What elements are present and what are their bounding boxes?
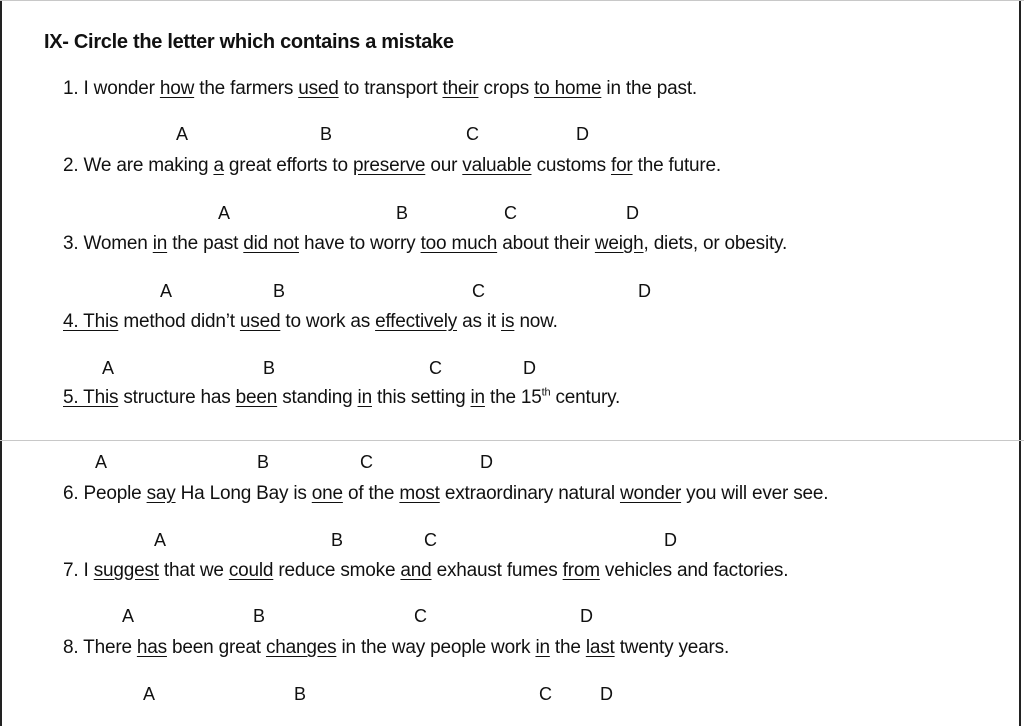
left-border bbox=[0, 0, 2, 726]
option-d[interactable]: D bbox=[523, 358, 536, 378]
option-c[interactable]: C bbox=[466, 124, 479, 144]
option-a[interactable]: A bbox=[154, 530, 167, 550]
question-8: 8. There has been great changes in the way people work in the last twenty years. bbox=[63, 637, 730, 658]
option-a[interactable]: A bbox=[143, 684, 156, 704]
right-border bbox=[1019, 0, 1021, 726]
option-b[interactable]: B bbox=[294, 684, 307, 704]
option-c[interactable]: C bbox=[472, 281, 485, 301]
exercise-title: IX- Circle the letter which contains a mistake bbox=[44, 31, 454, 53]
option-a[interactable]: A bbox=[95, 452, 108, 472]
option-b[interactable]: B bbox=[257, 452, 270, 472]
option-a[interactable]: A bbox=[102, 358, 115, 378]
option-c[interactable]: C bbox=[429, 358, 442, 378]
question-5: 5. This structure has been standing in this setting in the 15th century. bbox=[63, 386, 621, 408]
option-d[interactable]: D bbox=[626, 203, 639, 223]
option-d[interactable]: D bbox=[664, 530, 677, 550]
option-c[interactable]: C bbox=[504, 203, 517, 223]
option-d[interactable]: D bbox=[600, 684, 613, 704]
option-c[interactable]: C bbox=[424, 530, 437, 550]
question-2: 2. We are making a great efforts to preserve our valuable customs for the future. bbox=[63, 155, 721, 176]
option-d[interactable]: D bbox=[638, 281, 651, 301]
option-c[interactable]: C bbox=[414, 606, 427, 626]
question-1: 1. I wonder how the farmers used to transport their crops to home in the past. bbox=[63, 78, 697, 99]
option-b[interactable]: B bbox=[273, 281, 286, 301]
option-b[interactable]: B bbox=[396, 203, 409, 223]
option-b[interactable]: B bbox=[263, 358, 276, 378]
option-a[interactable]: A bbox=[218, 203, 231, 223]
option-d[interactable]: D bbox=[576, 124, 589, 144]
top-border bbox=[0, 0, 1024, 1]
question-7: 7. I suggest that we could reduce smoke and exhaust fumes from vehicles and factories. bbox=[63, 560, 789, 581]
option-b[interactable]: B bbox=[253, 606, 266, 626]
option-d[interactable]: D bbox=[480, 452, 493, 472]
option-c[interactable]: C bbox=[539, 684, 552, 704]
option-b[interactable]: B bbox=[320, 124, 333, 144]
option-a[interactable]: A bbox=[122, 606, 135, 626]
question-3: 3. Women in the past did not have to worry too much about their weigh, diets, or obesity. bbox=[63, 233, 788, 254]
option-a[interactable]: A bbox=[176, 124, 189, 144]
question-6: 6. People say Ha Long Bay is one of the most extraordinary natural wonder you will ever see. bbox=[63, 483, 829, 504]
option-b[interactable]: B bbox=[331, 530, 344, 550]
section-divider bbox=[0, 440, 1024, 441]
option-c[interactable]: C bbox=[360, 452, 373, 472]
option-d[interactable]: D bbox=[580, 606, 593, 626]
option-a[interactable]: A bbox=[160, 281, 173, 301]
question-4: 4. This method didn’t used to work as effectively as it is now. bbox=[63, 311, 558, 332]
